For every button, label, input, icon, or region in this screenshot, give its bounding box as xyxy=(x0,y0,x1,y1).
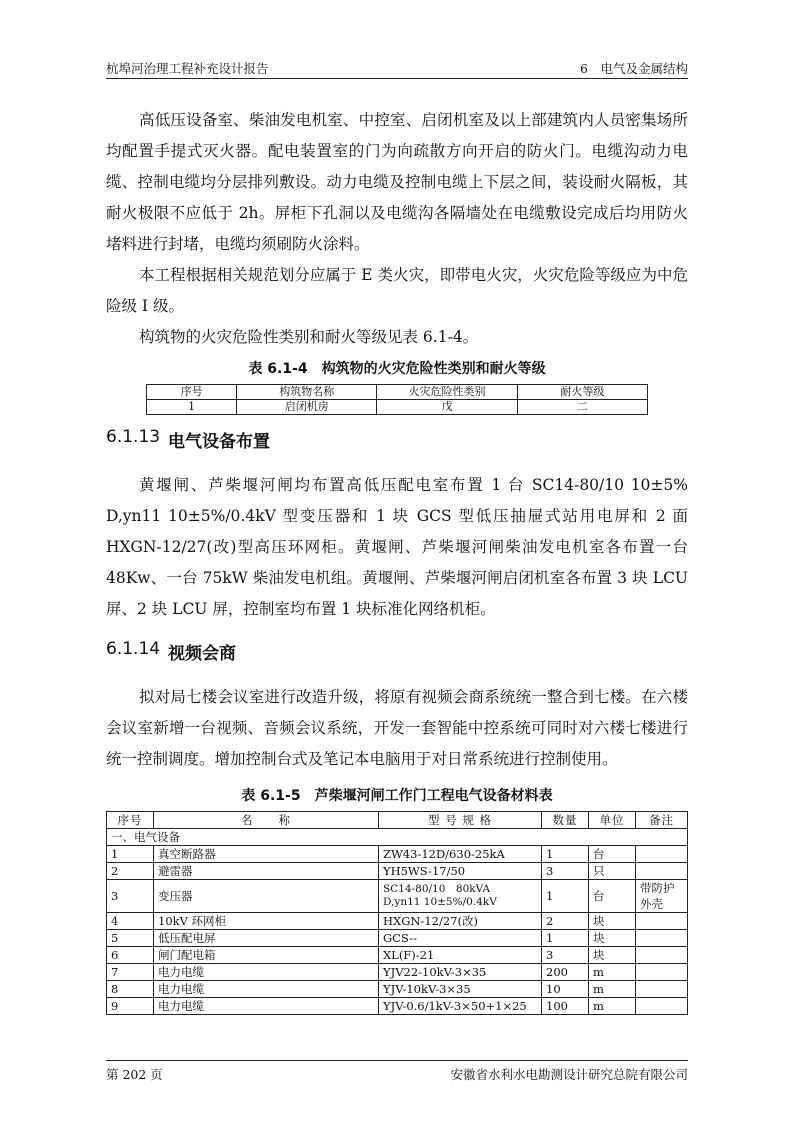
cell-unit: m xyxy=(589,998,636,1015)
header-report-title: 杭埠河治理工程补充设计报告 xyxy=(106,61,269,76)
section-title: 视频会商 xyxy=(168,644,236,664)
cell-name: 低压配电屏 xyxy=(154,930,379,947)
table-row xyxy=(107,981,688,998)
cell-no: 9 xyxy=(107,998,154,1015)
col-header-rating: 耐火等级 xyxy=(517,385,647,400)
cell-unit: m xyxy=(589,964,636,981)
cell-unit: 台 xyxy=(589,846,636,863)
col-header-unit: 单位 xyxy=(589,812,636,829)
cell-qty: 2 xyxy=(542,913,589,930)
table-row xyxy=(107,930,688,947)
cell-qty: 10 xyxy=(542,981,589,998)
cell-name: 电力电缆 xyxy=(154,998,379,1015)
group-label: 一、电气设备 xyxy=(107,829,688,846)
table-row xyxy=(107,947,688,964)
cell-no: 5 xyxy=(107,930,154,947)
cell-note xyxy=(636,846,688,863)
cell-note xyxy=(636,964,688,981)
cell-qty: 200 xyxy=(542,964,589,981)
cell-rating: 二 xyxy=(517,400,647,415)
table-row xyxy=(107,998,688,1015)
table-6-1-5-caption: 表 6.1-5 芦柴堰河闸工作门工程电气设备材料表 xyxy=(241,788,553,804)
cell-unit: 只 xyxy=(589,863,636,880)
cell-no: 3 xyxy=(107,880,154,913)
table-row xyxy=(107,964,688,981)
cell-name: 电力电缆 xyxy=(154,964,379,981)
col-header-spec: 型 号 规 格 xyxy=(379,812,542,829)
cell-unit: 台 xyxy=(589,880,636,913)
cell-note xyxy=(636,998,688,1015)
table-row xyxy=(147,400,648,415)
cell-name: 闸门配电箱 xyxy=(154,947,379,964)
table-row xyxy=(107,913,688,930)
cell-spec: GCS-- xyxy=(379,930,542,947)
section-number: 6.1.14 xyxy=(106,639,161,659)
col-header-note: 备注 xyxy=(636,812,688,829)
cell-name: 避雷器 xyxy=(154,863,379,880)
cell-unit: 块 xyxy=(589,913,636,930)
cell-no: 1 xyxy=(107,846,154,863)
cell-no: 7 xyxy=(107,964,154,981)
paragraph-fire-class: 本工程根据相关规范划分应属于 E 类火灾，即带电火灾，火灾危险等级应为中危险级 I 级。 xyxy=(106,266,688,315)
col-header-hazard: 火灾危险性类别 xyxy=(377,385,517,400)
section-6-1-13-heading xyxy=(106,427,688,452)
cell-qty: 1 xyxy=(542,880,589,913)
page-content xyxy=(106,105,688,1015)
table-row xyxy=(107,846,688,863)
cell-spec: HXGN-12/27(改) xyxy=(379,913,542,930)
cell-spec: SC14-80/10 80kVA D,yn11 10±5%/0.4kV xyxy=(379,880,542,913)
col-header-name: 名 称 xyxy=(154,812,379,829)
cell-hazard: 戊 xyxy=(377,400,517,415)
cell-qty: 3 xyxy=(542,947,589,964)
cell-no: 4 xyxy=(107,913,154,930)
paragraph-table-ref: 构筑物的火灾危险性类别和耐火等级见表 6.1-4。 xyxy=(139,328,479,346)
cell-note xyxy=(636,947,688,964)
header-chapter-title: 6 电气及金属结构 xyxy=(580,61,688,76)
table-6-1-4-caption: 表 6.1-4 构筑物的火灾危险性类别和耐火等级 xyxy=(248,361,546,377)
cell-name: 10kV 环网柜 xyxy=(154,913,379,930)
section-title: 电气设备布置 xyxy=(168,432,270,452)
table-row xyxy=(107,880,688,913)
cell-qty: 3 xyxy=(542,863,589,880)
cell-name: 真空断路器 xyxy=(154,846,379,863)
col-header-structure: 构筑物名称 xyxy=(237,385,377,400)
page-header xyxy=(106,53,688,77)
cell-unit: 块 xyxy=(589,947,636,964)
cell-qty: 100 xyxy=(542,998,589,1015)
cell-note xyxy=(636,981,688,998)
cell-no: 6 xyxy=(107,947,154,964)
cell-unit: m xyxy=(589,981,636,998)
cell-name: 变压器 xyxy=(154,880,379,913)
cell-qty: 1 xyxy=(542,930,589,947)
cell-no: 2 xyxy=(107,863,154,880)
col-header-no: 序号 xyxy=(147,385,237,400)
cell-note xyxy=(636,913,688,930)
cell-spec: XL(F)-21 xyxy=(379,947,542,964)
page-number: 第 202 页 xyxy=(106,1067,163,1082)
cell-spec: ZW43-12D/630-25kA xyxy=(379,846,542,863)
table-header-row xyxy=(147,385,648,400)
cell-spec: YJV-0.6/1kV-3×50+1×25 xyxy=(379,998,542,1015)
cell-note xyxy=(636,930,688,947)
cell-spec: YJV-10kV-3×35 xyxy=(379,981,542,998)
section-number: 6.1.13 xyxy=(106,427,161,447)
paragraph-equipment-layout: 黄堰闸、芦柴堰河闸均布置高低压配电室布置 1 台 SC14-80/10 10±5% D,yn11 10±5%/0.4kV 型变压器和 1 块 GCS 型低压抽屉式站用电屏和 2 面 HXGN-12/27(改)型高压环网柜。黄堰闸、芦柴堰河闸柴油发电机室各布置一台 48Kw、一台 75kW 柴油发电机组。黄堰闸、芦柴堰河闸启闭机室各布置 3 块 LCU 屏、2 块 LCU 屏，控制室均布置 1 块标准化网络机柜。 xyxy=(106,476,688,618)
cell-name: 电力电缆 xyxy=(154,981,379,998)
cell-spec: YJV22-10kV-3×35 xyxy=(379,964,542,981)
cell-note xyxy=(636,863,688,880)
cell-structure: 启闭机房 xyxy=(237,400,377,415)
table-row xyxy=(107,863,688,880)
col-header-no: 序号 xyxy=(107,812,154,829)
paragraph-video-conference: 拟对局七楼会议室进行改造升级，将原有视频会商系统统一整合到七楼。在六楼会议室新增一台视频、音频会议系统，开发一套智能中控系统可同时对六楼七楼进行统一控制调度。增加控制台式及笔记本电脑用于对日常系统进行控制使用。 xyxy=(106,688,688,768)
equipment-material-table xyxy=(106,811,688,1015)
table-group-row xyxy=(107,829,688,846)
header-divider xyxy=(106,78,688,79)
page-footer xyxy=(106,1060,688,1083)
cell-unit: 块 xyxy=(589,930,636,947)
table-header-row xyxy=(107,812,688,829)
cell-no: 1 xyxy=(147,400,237,415)
company-name: 安徽省水利水电勘测设计研究总院有限公司 xyxy=(450,1067,688,1082)
cell-qty: 1 xyxy=(542,846,589,863)
paragraph-fire-equipment: 高低压设备室、柴油发电机室、中控室、启闭机室及以上部建筑内人员密集场所均配置手提式灭火器。配电装置室的门为向疏散方向开启的防火门。电缆沟动力电缆、控制电缆均分层排列敷设。动力电缆及控制电缆上下层之间，装设耐火隔板，其耐火极限不应低于 2h。屏柜下孔洞以及电缆沟各隔墙处在电缆敷设完成后均用防火堵料进行封堵，电缆均须刷防火涂料。 xyxy=(106,111,688,253)
fire-rating-table xyxy=(146,384,648,415)
col-header-qty: 数量 xyxy=(542,812,589,829)
section-6-1-14-heading xyxy=(106,639,688,664)
cell-spec: YH5WS-17/50 xyxy=(379,863,542,880)
cell-note: 带防护外壳 xyxy=(636,880,688,913)
cell-no: 8 xyxy=(107,981,154,998)
